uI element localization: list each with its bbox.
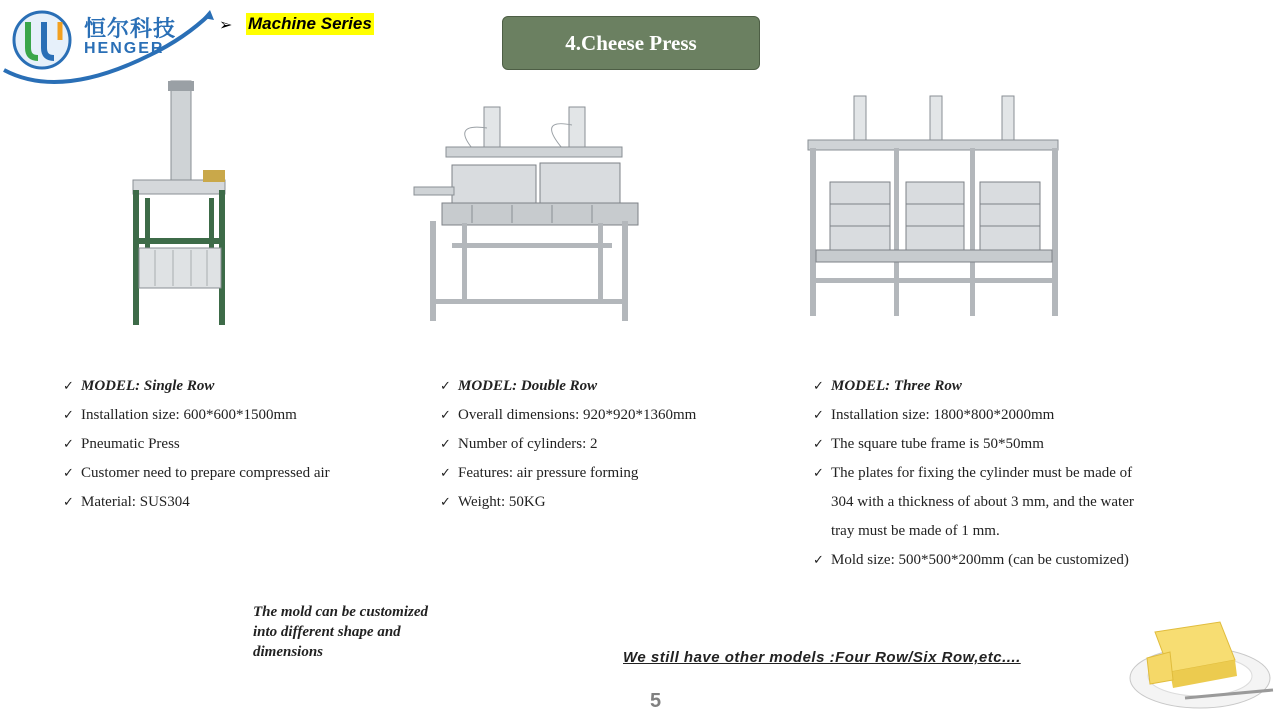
list-item xyxy=(440,372,696,401)
spec-continuation: 304 with a thickness of about 3 mm, and the water xyxy=(831,494,1134,510)
check-icon: ✓ xyxy=(813,379,824,394)
check-icon: ✓ xyxy=(440,408,451,423)
butter-plate-image xyxy=(1125,610,1275,715)
list-item xyxy=(813,459,1134,488)
list-item xyxy=(440,401,696,430)
check-icon: ✓ xyxy=(813,553,824,568)
list-item xyxy=(813,430,1134,459)
spec-text: Material: SUS304 xyxy=(81,494,190,510)
single-row-press-image xyxy=(125,78,235,333)
spec-list-single-row xyxy=(63,372,330,517)
spec-text: The plates for fixing the cylinder must be made of xyxy=(831,465,1133,481)
model-name: MODEL: Single Row xyxy=(81,378,215,394)
spec-text: Overall dimensions: 920*920*1360mm xyxy=(458,407,697,423)
spec-text: Number of cylinders: 2 xyxy=(458,436,598,452)
list-item xyxy=(813,401,1134,430)
check-icon: ✓ xyxy=(63,408,74,423)
check-icon: ✓ xyxy=(440,466,451,481)
spec-text: Features: air pressure forming xyxy=(458,465,639,481)
check-icon: ✓ xyxy=(440,379,451,394)
list-item xyxy=(813,546,1134,575)
list-item xyxy=(63,459,330,488)
check-icon: ✓ xyxy=(440,495,451,510)
spec-text: Pneumatic Press xyxy=(81,436,180,452)
logo-text-chinese: 恒尔科技 xyxy=(84,17,177,42)
check-icon: ✓ xyxy=(813,408,824,423)
list-item xyxy=(63,488,330,517)
list-item xyxy=(440,459,696,488)
spec-text: Customer need to prepare compressed air xyxy=(81,465,330,481)
model-name: MODEL: Three Row xyxy=(831,378,962,394)
series-label: Machine Series xyxy=(248,14,372,33)
check-icon: ✓ xyxy=(63,466,74,481)
check-icon: ✓ xyxy=(63,437,74,452)
check-icon: ✓ xyxy=(813,437,824,452)
logo-text-english: HENGER xyxy=(84,40,165,57)
mold-customization-note: The mold can be customized into different shape and dimensions xyxy=(253,604,428,660)
spec-list-double-row xyxy=(440,372,696,517)
spec-text: Installation size: 600*600*1500mm xyxy=(81,407,297,423)
list-item xyxy=(813,372,1134,401)
spec-text: The square tube frame is 50*50mm xyxy=(831,436,1044,452)
spec-list-three-row xyxy=(813,372,1134,575)
list-item xyxy=(440,488,696,517)
arrow-bullet-icon: ➢ xyxy=(219,15,233,34)
check-icon: ✓ xyxy=(813,466,824,481)
check-icon: ✓ xyxy=(440,437,451,452)
three-row-press-image xyxy=(806,92,1062,320)
page-title xyxy=(502,16,760,70)
list-item xyxy=(63,430,330,459)
page-number: 5 xyxy=(650,690,662,712)
double-row-press-image xyxy=(412,103,644,325)
spec-continuation: tray must be made of 1 mm. xyxy=(831,523,1000,539)
spec-text: Installation size: 1800*800*2000mm xyxy=(831,407,1055,423)
list-item xyxy=(63,401,330,430)
spec-text: Weight: 50KG xyxy=(458,494,546,510)
page-title-text: 4.Cheese Press xyxy=(565,30,697,55)
list-item xyxy=(63,372,330,401)
check-icon: ✓ xyxy=(63,495,74,510)
spec-text: Mold size: 500*500*200mm (can be customized) xyxy=(831,552,1129,568)
other-models-note: We still have other models :Four Row/Six Row,etc.... xyxy=(623,649,1021,666)
list-item xyxy=(440,430,696,459)
model-name: MODEL: Double Row xyxy=(458,378,598,394)
check-icon: ✓ xyxy=(63,379,74,394)
